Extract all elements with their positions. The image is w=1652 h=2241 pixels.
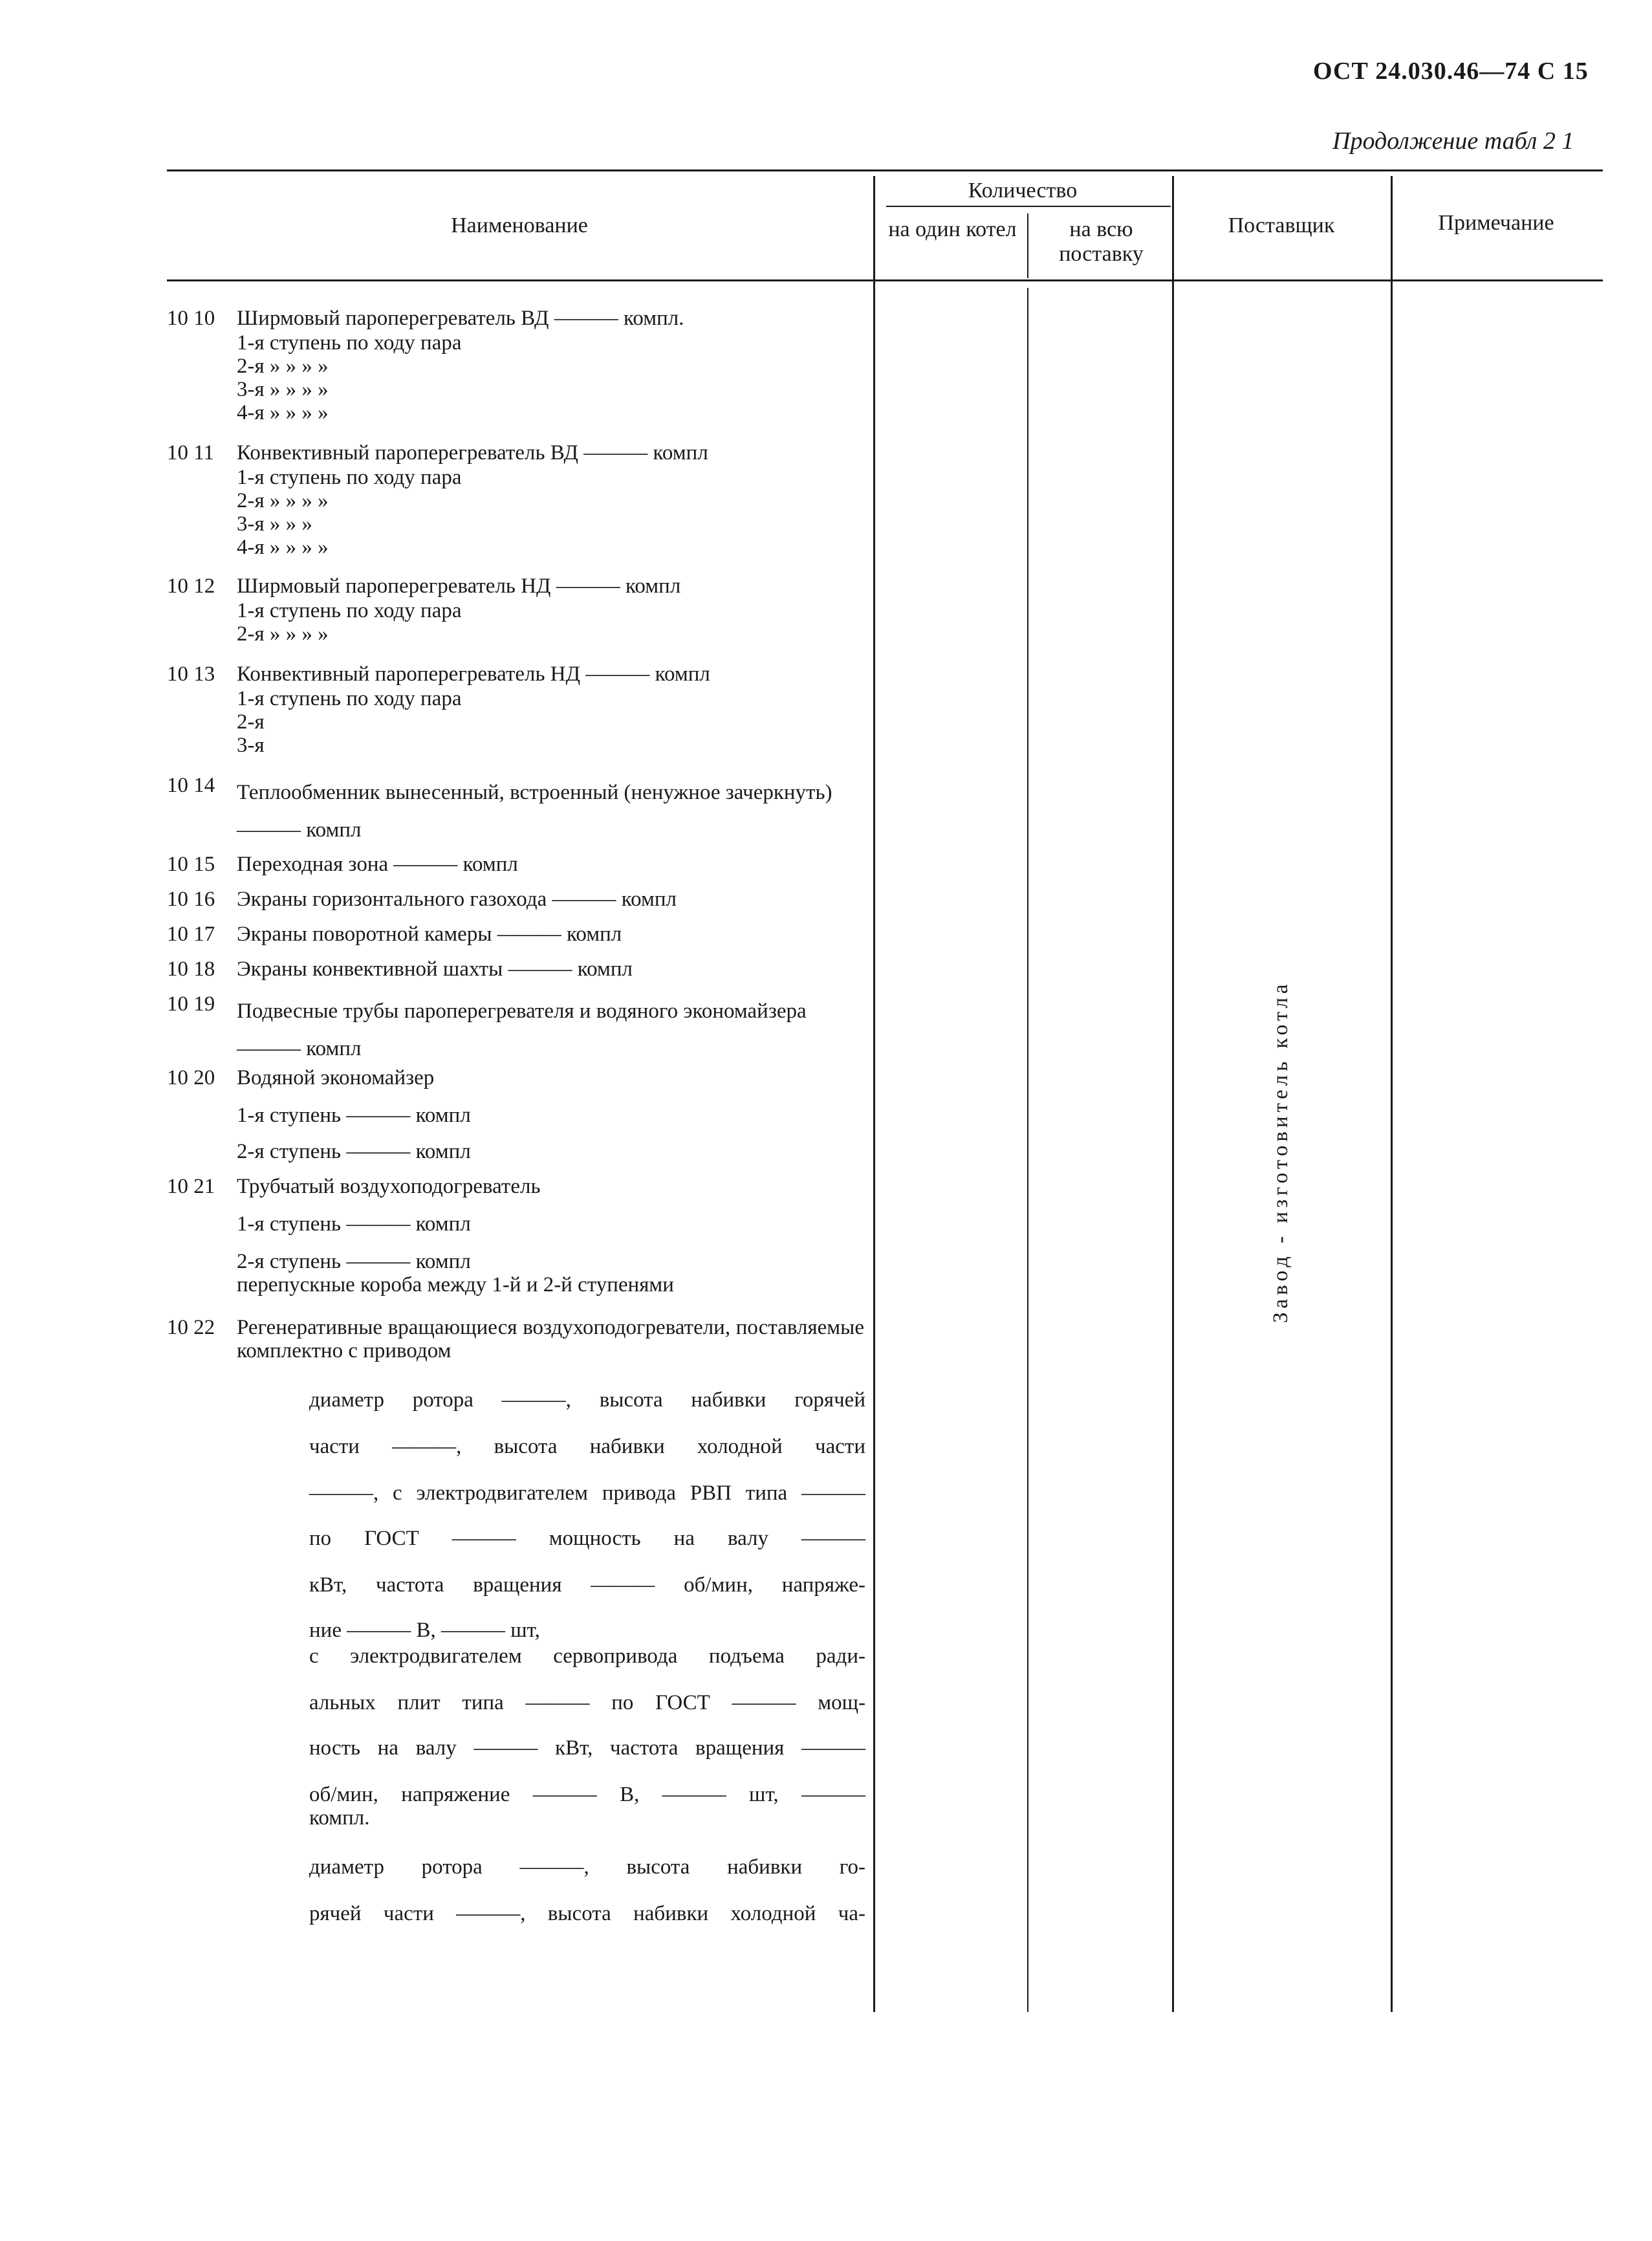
row-number: 10 19 — [167, 992, 215, 1016]
row-subitem: 2-я — [237, 710, 265, 734]
spec-line: диаметр ротора ———, высота набивки горячей — [309, 1388, 865, 1412]
row-title: Экраны горизонтального газохода ——— компл — [237, 888, 677, 911]
row-title: Регенеративные вращающиеся воздухоподогреватели, поставляемые комплектно с приводом — [237, 1316, 864, 1362]
column-divider-name — [873, 176, 875, 2012]
spec-line: альных плит типа ——— по ГОСТ ——— мощ- — [309, 1691, 865, 1714]
row-title: Конвективный пароперегреватель НД ——— компл — [237, 662, 710, 686]
row-subitem: 2-я » » » » — [237, 622, 329, 646]
row-title: Экраны поворотной камеры ——— компл — [237, 923, 622, 946]
row-subitem: 3-я — [237, 734, 265, 757]
spec-line: по ГОСТ ——— мощность на валу ——— — [309, 1527, 865, 1550]
row-title: Водяной экономайзер — [237, 1066, 435, 1089]
row-title: Конвективный пароперегреватель ВД ——— компл — [237, 441, 708, 465]
row-subitem: перепускные короба между 1-й и 2-й ступенями — [237, 1273, 674, 1296]
row-number: 10 21 — [167, 1175, 215, 1198]
row-subitem: 3-я » » » » — [237, 378, 329, 401]
row-number: 10 15 — [167, 853, 215, 876]
table-top-rule — [167, 169, 1603, 171]
column-divider-quantity — [1027, 213, 1028, 278]
row-title: Переходная зона ——— компл — [237, 853, 518, 876]
row-subitem: 2-я ступень ——— компл — [237, 1250, 471, 1273]
quantity-underline — [886, 206, 1171, 207]
spec-line: части ———, высота набивки холодной части — [309, 1435, 865, 1458]
document-code: ОСТ 24.030.46—74 С 15 — [1313, 58, 1589, 85]
row-title: Экраны конвективной шахты ——— компл — [237, 957, 633, 981]
header-supplier: Поставщик — [1228, 213, 1335, 237]
row-subitem: 2-я » » » » — [237, 489, 329, 512]
table-continuation-label: Продолжение табл 2 1 — [1332, 127, 1574, 155]
row-subitem: 2-я ступень ——— компл — [237, 1140, 471, 1163]
row-subitem: 3-я » » » — [237, 512, 312, 536]
spec-line: кВт, частота вращения ——— об/мин, напряже- — [309, 1573, 865, 1597]
row-subitem: 1-я ступень по ходу пара — [237, 331, 462, 355]
row-subitem: 1-я ступень по ходу пара — [237, 599, 462, 622]
row-number: 10 17 — [167, 923, 215, 946]
row-subitem: 1-я ступень по ходу пара — [237, 687, 462, 710]
supplier-vertical-text: Завод - изготовитель котла — [1269, 980, 1292, 1323]
row-subitem: 4-я » » » » — [237, 536, 329, 559]
spec-line: ность на валу ——— кВт, частота вращения ——— — [309, 1736, 865, 1760]
row-subitem: 1-я ступень ——— компл — [237, 1212, 471, 1236]
header-note: Примечание — [1438, 211, 1554, 235]
row-number: 10 20 — [167, 1066, 215, 1089]
table-header-bottom-rule — [167, 279, 1603, 281]
row-subitem: 1-я ступень по ходу пара — [237, 466, 462, 489]
row-number: 10 12 — [167, 574, 215, 598]
column-divider-quantity-body — [1027, 288, 1028, 2012]
column-divider-note — [1391, 176, 1393, 2012]
row-number: 10 14 — [167, 774, 215, 797]
header-per-delivery: на всю поставку — [1059, 217, 1144, 267]
row-title: Подвесные трубы пароперегревателя и водяного экономайзера ——— компл — [237, 1000, 807, 1060]
spec-line: рячей части ———, высота набивки холодной ча- — [309, 1902, 865, 1925]
spec-line: ———, с электродвигателем привода РВП типа ——— — [309, 1481, 865, 1505]
row-number: 10 13 — [167, 662, 215, 686]
row-title: Трубчатый воздухоподогреватель — [237, 1175, 541, 1198]
row-title: Теплообменник вынесенный, встроенный (ненужное зачеркнуть) ——— компл — [237, 781, 832, 842]
row-subitem: 4-я » » » » — [237, 401, 329, 424]
row-subitem: 1-я ступень ——— компл — [237, 1104, 471, 1127]
spec-line: об/мин, напряжение ——— В, ——— шт, ——— — [309, 1783, 865, 1806]
row-title: Ширмовый пароперегреватель НД ——— компл — [237, 574, 681, 598]
header-name: Наименование — [451, 213, 588, 237]
row-number: 10 22 — [167, 1316, 215, 1339]
column-divider-supplier — [1172, 176, 1174, 2012]
row-number: 10 18 — [167, 957, 215, 981]
row-number: 10 16 — [167, 888, 215, 911]
header-quantity: Количество — [968, 179, 1078, 202]
spec-line: компл. — [309, 1806, 370, 1830]
row-number: 10 11 — [167, 441, 215, 465]
spec-line: диаметр ротора ———, высота набивки го- — [309, 1855, 865, 1879]
spec-line: ние ——— В, ——— шт, — [309, 1619, 540, 1642]
header-per-boiler: на один котел — [888, 217, 1017, 241]
spec-line: с электродвигателем сервопривода подъема ради- — [309, 1645, 865, 1668]
row-title: Ширмовый пароперегреватель ВД ——— компл. — [237, 307, 684, 330]
row-subitem: 2-я » » » » — [237, 355, 329, 378]
row-number: 10 10 — [167, 307, 215, 330]
